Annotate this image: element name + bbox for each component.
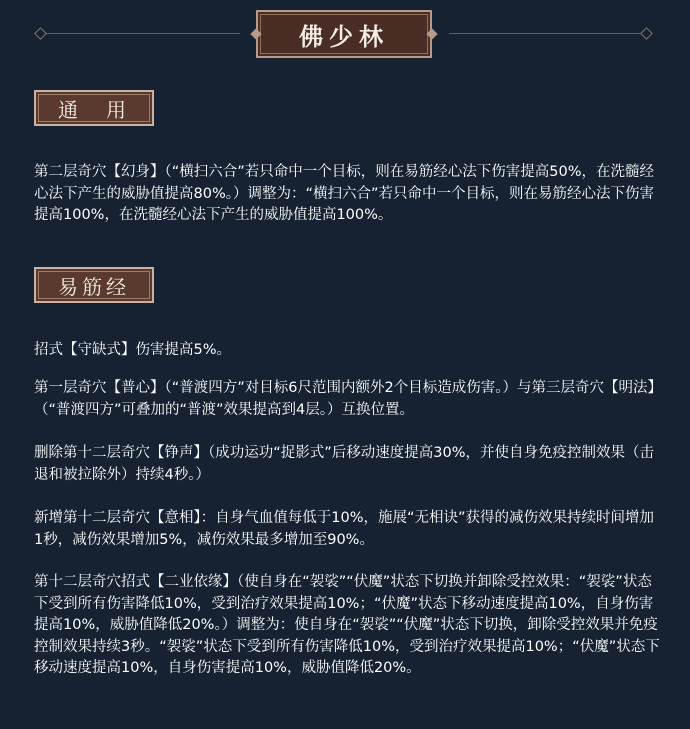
section-heading-label: 易筋经 (58, 274, 130, 299)
section-heading-yijinjing (34, 267, 154, 303)
paragraph: 第二层奇穴【幻身】（“横扫六合”若只命中一个目标，则在易筋经心法下伤害提高50%，在洗髓经心法下产生的威胁值提高80%。）调整为：“横扫六合”若只命中一个目标，则在易筋经心法下伤害提高100%，在洗髓经心法下产生的威胁值提高100%。 (34, 164, 654, 223)
page-header (0, 0, 690, 64)
header-divider-right (449, 33, 645, 34)
title-plate (256, 10, 432, 58)
paragraph: 第十二层奇穴招式【二业依缘】（使自身在“袈裟”“伏魔”状态下切换并卸除受控效果：“袈裟”状态下受到所有伤害降低10%，受到治疗效果提高10%；“伏魔”状态下移动速度提高10%，自身伤害提高10%，威胁值降低20%。）调整为：使自身在“袈裟”“伏魔”状态下切换，卸除受控效果并免疫控制效果持续3秒。“袈裟”状态下受到所有伤害降低10%，受到治疗效果提高10%；“伏魔”状态下移动速度提高10%，自身伤害提高10%，威胁值降低20%。 (34, 574, 660, 676)
header-divider-left (44, 33, 240, 34)
paragraph: 新增第十二层奇穴【意相】：自身气血值每低于10%，施展“无相诀”获得的减伤效果持续时间增加1秒，减伤效果增加5%，减伤效果最多增加至90%。 (34, 510, 654, 548)
section-heading-general (34, 90, 154, 126)
diamond-ornament-icon (34, 27, 47, 40)
section-heading-label: 通 用 (58, 97, 130, 122)
diamond-ornament-icon (640, 27, 653, 40)
paragraph: 第一层奇穴【普心】（“普渡四方”对目标6尺范围内额外2个目标造成伤害。）与第三层奇穴【明法】（“普渡四方”可叠加的“普渡”效果提高到4层。）互换位置。 (34, 380, 655, 418)
paragraph: 招式【守缺式】伤害提高5%。 (34, 342, 232, 358)
page-title: 佛少林 (299, 21, 389, 51)
paragraph: 删除第十二层奇穴【铮声】（成功运功“捉影式”后移动速度提高30%，并使自身免疫控制效果（击退和被拉除外）持续4秒。） (34, 445, 654, 483)
